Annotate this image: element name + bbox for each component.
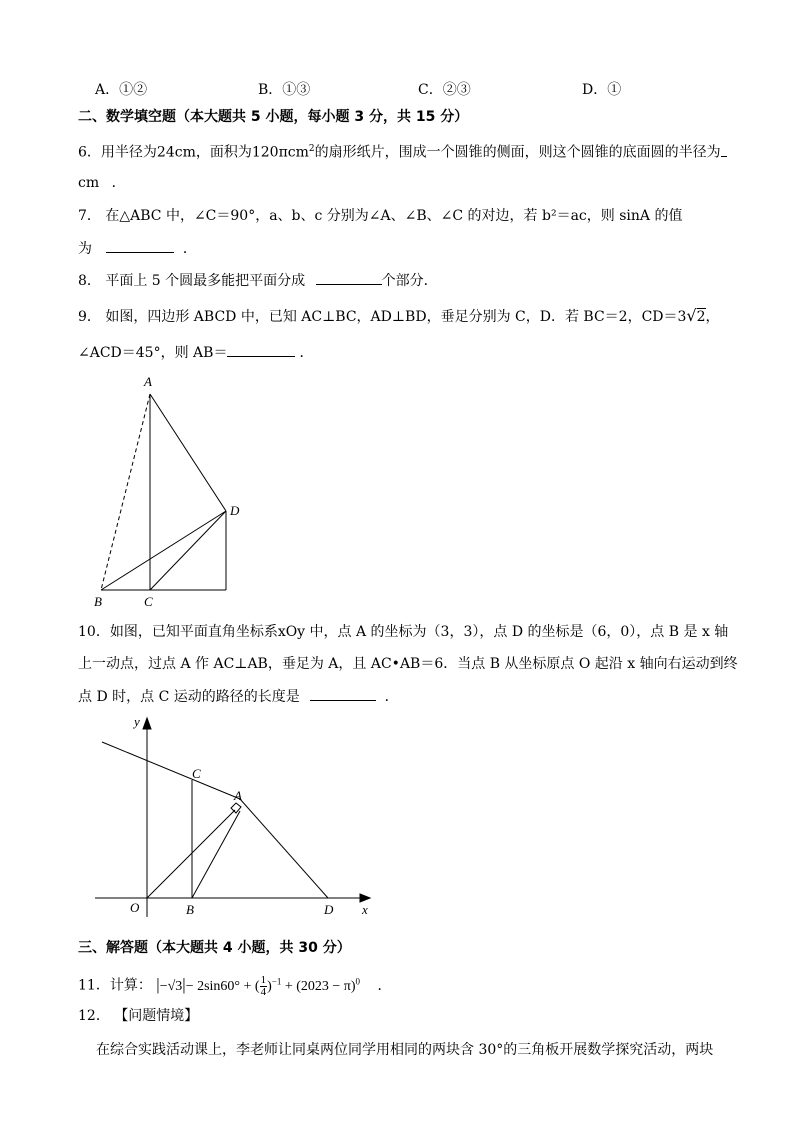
label-b: B	[94, 594, 102, 609]
label-x: x	[362, 902, 368, 917]
label-c: C	[144, 594, 153, 609]
q6-part3: 的扇形纸片，围成一个圆锥的侧面，则这个圆锥的底面圆的半径为	[314, 144, 721, 161]
question-12-title: 12． 【问题情境】	[78, 1008, 199, 1024]
question-10: 10．如图，已知平面直角坐标系xOy 中，点 A 的坐标为（3，3），点 D 的坐标是（6，0），点 B 是 x 轴	[78, 624, 729, 640]
figure-coordinate-plane	[90, 712, 380, 922]
label-o: O	[130, 900, 140, 915]
question-7: 7． 在△ABC 中，∠C＝90°，a、b、c 分别为∠A、∠B、∠C 的对边，若 b²＝ac，则 sinA 的值	[78, 208, 683, 224]
abs-right-bar: |	[182, 974, 186, 994]
q8-answer-blank[interactable]	[316, 270, 382, 285]
fraction-numerator: 1	[260, 973, 267, 986]
q9-sqrt-value: 2	[696, 309, 706, 325]
fraction-one-quarter	[260, 975, 268, 998]
x-axis-arrow	[360, 894, 370, 902]
q11-end: ．	[377, 977, 392, 994]
label-b: B	[186, 902, 194, 917]
q10-prefix: 点 D 时，点 C 运动的路径的长度是	[78, 689, 300, 705]
segment-ab-dashed	[101, 394, 150, 590]
label-a: A	[144, 374, 152, 389]
q11-exp2: 0	[355, 976, 361, 986]
segment-cd	[150, 511, 226, 590]
q8-prefix: 8． 平面上 5 个圆最多能把平面分成	[78, 273, 306, 289]
q9-line1-end: ，	[705, 309, 720, 325]
abs-left-bar: |	[156, 974, 160, 994]
q6-answer-blank[interactable]	[721, 142, 727, 157]
option-b: B．①③	[258, 82, 311, 98]
q7-answer-blank[interactable]	[106, 238, 174, 253]
q10-end: ．	[384, 689, 399, 705]
option-d: D．①	[582, 82, 622, 98]
question-8	[78, 270, 438, 291]
fraction-denominator: 4	[260, 985, 267, 998]
q6-part1: 6．用半径为	[78, 144, 157, 161]
q11-term4: + (2023 − π)	[281, 978, 356, 994]
question-9-cont	[78, 342, 313, 363]
q8-suffix: 个部分．	[381, 273, 438, 289]
q6-radius: 24cm	[156, 144, 196, 161]
question-10-line2: 上一动点，过点 A 作 AC⊥AB，垂足为 A，且 AC•AB＝6．当点 B 从坐标原点 O 起沿 x 轴向右运动到终	[78, 656, 738, 672]
section-2-title: 二、数学填空题（本大题共 5 小题，每小题 3 分，共 15 分）	[78, 109, 469, 125]
q11-term2: − 2sin60° + (	[185, 978, 260, 994]
option-a: A．①②	[95, 82, 148, 98]
q11-abs-inner: −√3	[159, 978, 183, 994]
question-11	[78, 968, 392, 1000]
figure-quadrilateral-abcd	[80, 368, 260, 613]
segment-ad	[240, 799, 328, 898]
q11-expression	[156, 973, 363, 998]
label-d: D	[324, 902, 334, 917]
q11-exp1: −1	[271, 976, 282, 986]
label-a: A	[234, 788, 242, 803]
q6-area: 120πcm	[251, 144, 309, 161]
q7-prefix: 为	[78, 241, 92, 257]
question-6-cont	[78, 173, 126, 193]
q6-area-exponent: 2	[308, 144, 315, 154]
q6-end: ．	[111, 175, 126, 191]
question-10-line3	[78, 686, 399, 707]
segment-oa	[147, 810, 235, 898]
question-6	[78, 139, 727, 163]
sqrt-symbol: √	[686, 306, 697, 325]
line-ca-extended	[102, 742, 240, 799]
q9-answer-blank[interactable]	[227, 342, 295, 357]
section-3-title: 三、解答题（本大题共 4 小题，共 30 分）	[78, 940, 351, 956]
question-12-body: 在综合实践活动课上，李老师让同桌两位同学用相同的两块含 30°的三角板开展数学探究活动，两块	[96, 1042, 714, 1058]
question-7-cont	[78, 238, 197, 259]
segment-ba	[192, 811, 240, 898]
q7-end: ．	[182, 241, 197, 257]
y-axis-arrow	[143, 718, 151, 729]
q11-prefix: 11．计算：	[78, 977, 152, 994]
q10-answer-blank[interactable]	[310, 686, 376, 701]
label-d: D	[230, 503, 240, 518]
q9-line2-prefix: ∠ACD＝45°，则 AB＝	[78, 345, 228, 361]
segment-ad	[150, 394, 226, 511]
label-y: y	[134, 714, 140, 729]
q6-unit: cm	[78, 175, 100, 191]
q6-part2: ，面积为	[195, 144, 252, 161]
question-9	[78, 306, 720, 327]
label-c: C	[192, 766, 201, 781]
q11-term3: )	[267, 978, 272, 994]
segment-bd	[101, 511, 226, 590]
option-c: C．②③	[418, 82, 471, 98]
q9-line1: 9． 如图，四边形 ABCD 中，已知 AC⊥BC，AD⊥BD，垂足分别为 C，D．若 BC＝2，CD＝3	[78, 309, 687, 325]
q9-end: ．	[299, 345, 314, 361]
